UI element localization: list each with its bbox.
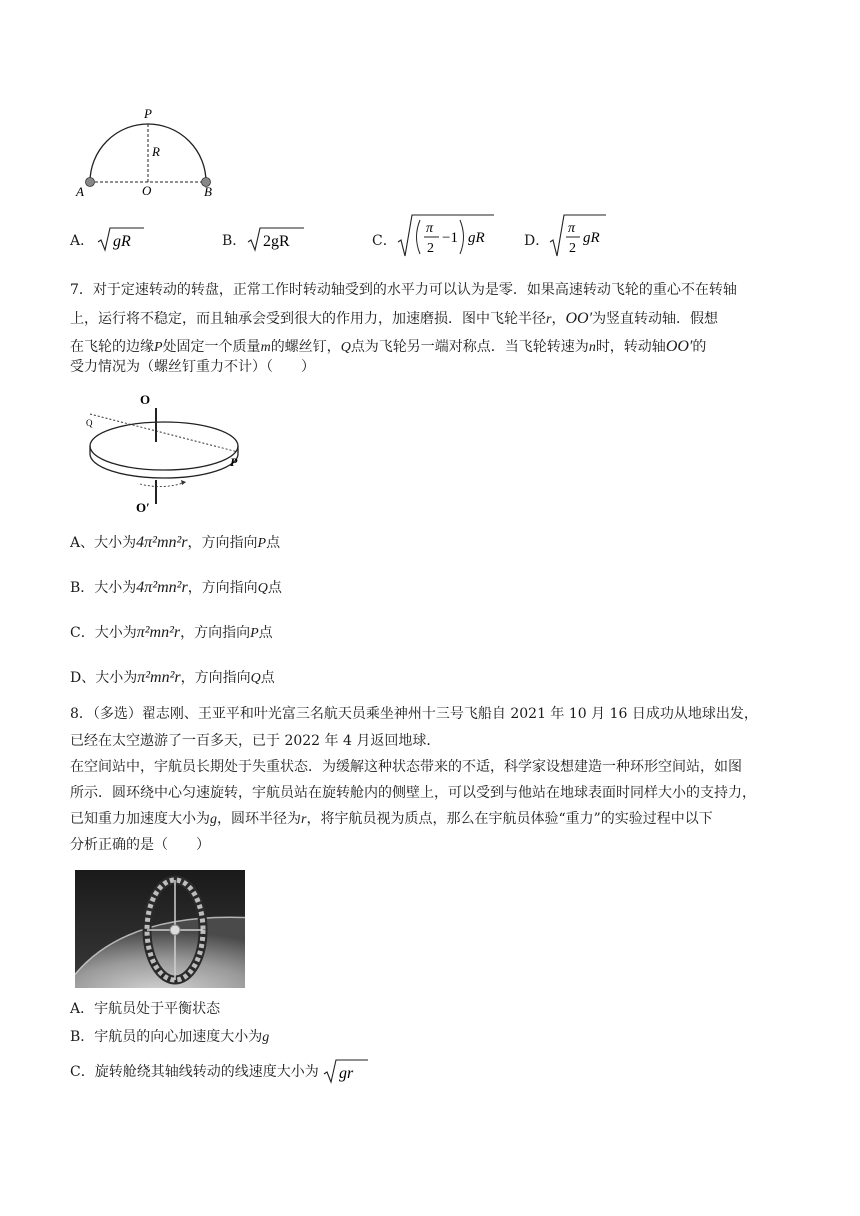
q6-option-c[interactable]: C．	[372, 233, 397, 249]
label-r: R	[152, 144, 160, 159]
q6-option-a[interactable]: A．	[70, 233, 95, 249]
q8-line-6: 分析正确的是（ ）	[70, 837, 210, 853]
q7-option-a[interactable]: A、大小为4π²mn²r，方向指向P点	[70, 534, 281, 551]
flywheel-label-p: P	[230, 455, 238, 469]
q8-option-b[interactable]: B．宇航员的向心加速度大小为g	[70, 1029, 270, 1045]
q6-option-c-expr	[396, 212, 496, 260]
q8-option-c[interactable]: C．旋转舱绕其轴线转动的线速度大小为	[70, 1064, 319, 1080]
svg-text:π: π	[426, 221, 434, 236]
svg-text:gR: gR	[583, 230, 600, 246]
svg-text:−1: −1	[442, 230, 458, 246]
q8-option-a[interactable]: A．宇航员处于平衡状态	[70, 1001, 221, 1017]
flywheel-label-o: O	[140, 392, 151, 407]
flywheel-figure	[82, 384, 252, 514]
q7-option-b[interactable]: B．大小为4π²mn²r，方向指向Q点	[70, 579, 282, 596]
svg-text:2gR: 2gR	[263, 233, 290, 250]
q7-option-d[interactable]: D、大小为π²mn²r，方向指向Q点	[70, 669, 275, 686]
q6-option-d-expr	[548, 212, 608, 260]
svg-text:2: 2	[569, 241, 576, 256]
q7-line-4: 受力情况为（螺丝钉重力不计）（ ）	[70, 359, 315, 375]
svg-text:gr: gr	[339, 1065, 354, 1082]
svg-text:gR: gR	[468, 230, 485, 246]
q6-option-b[interactable]: B．	[222, 233, 247, 249]
q7-option-c[interactable]: C．大小为π²mn²r，方向指向P点	[70, 624, 273, 641]
svg-text:gR: gR	[113, 233, 131, 250]
label-b: B	[204, 184, 212, 199]
label-o: O	[142, 183, 152, 198]
q8-line-1: 8．（多选）翟志刚、王亚平和叶光富三名航天员乘坐神州十三号飞船自 2021 年 10 月 16 日成功从地球出发，	[70, 706, 758, 722]
q7-line-1: 7．对于定速转动的转盘，正常工作时转动轴受到的水平力可以认为是零．如果高速转动飞轮的重心不在转轴	[70, 282, 737, 298]
q7-line-3: 在飞轮的边缘P处固定一个质量m的螺丝钉，Q点为飞轮另一端对称点．当飞轮转速为n时，转动轴OO′的	[70, 338, 707, 355]
flywheel-label-q: Q	[86, 418, 93, 428]
label-a: A	[76, 184, 84, 199]
svg-text:π: π	[568, 221, 576, 236]
space-station-photo	[75, 870, 245, 988]
q6-option-d[interactable]: D．	[524, 233, 550, 249]
q6-option-b-expr	[246, 222, 306, 256]
q7-line-2: 上，运行将不稳定，而且轴承会受到很大的作用力，加速磨损．图中飞轮半径r，OO′为竖直转动轴．假想	[70, 310, 719, 327]
svg-text:2: 2	[427, 241, 434, 256]
q8-line-4: 所示．圆环绕中心匀速旋转，宇航员站在旋转舱内的侧壁上，可以受到与他站在地球表面时同样大小的支持力，	[70, 785, 756, 801]
q8-line-2: 已经在太空遨游了一百多天，已于 2022 年 4 月返回地球．	[70, 733, 441, 749]
semicircle-figure	[70, 100, 230, 200]
label-p: P	[144, 106, 152, 121]
flywheel-label-o-prime: O′	[136, 500, 150, 514]
q8-line-5: 已知重力加速度大小为g，圆环半径为r，将宇航员视为质点，那么在宇航员体验“重力”的实验过程中以下	[70, 811, 713, 827]
q8-option-c-expr	[322, 1054, 372, 1088]
q8-line-3: 在空间站中，宇航员长期处于失重状态．为缓解这种状态带来的不适，科学家设想建造一种环形空间站，如图	[70, 759, 742, 775]
q6-option-a-expr	[96, 222, 146, 256]
